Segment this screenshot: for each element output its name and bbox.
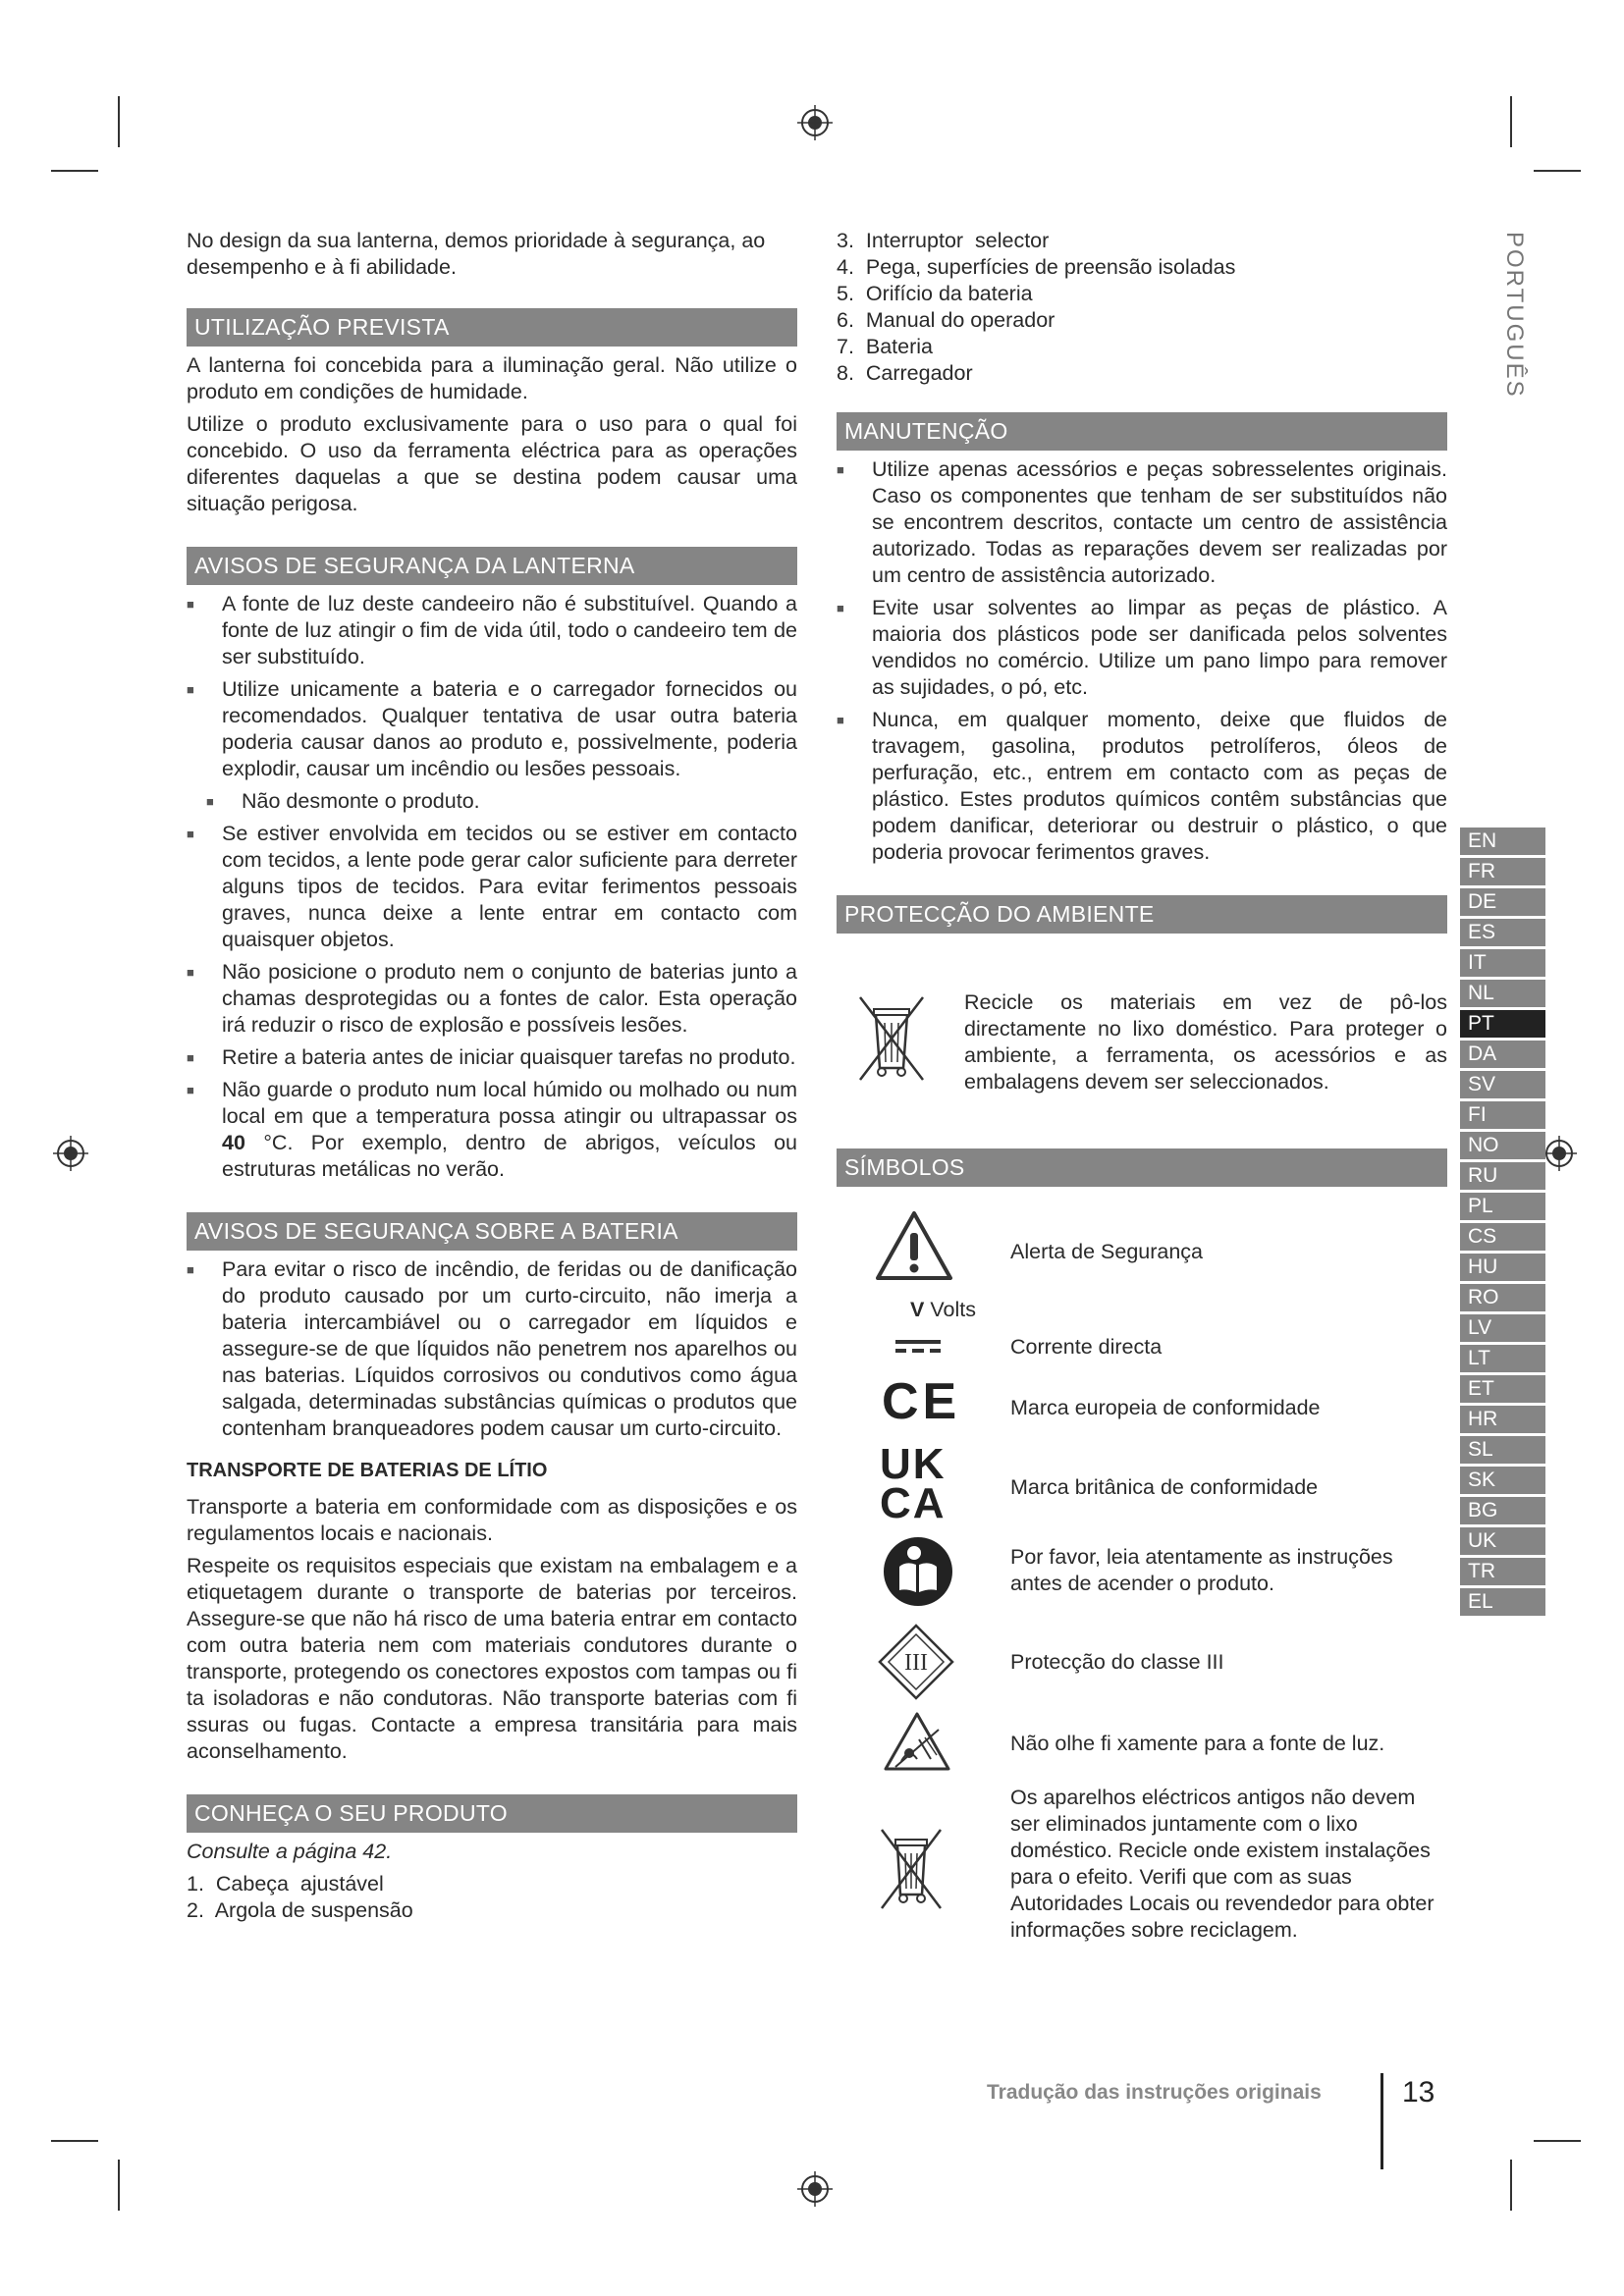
list-item: ■ Utilize unicamente a bateria e o carregador fornecidos ou recomendados. Qualquer tentativa de usar outra bateria poderia causar danos ao produto e, possivelmente, poderia explodir, causar um incêndio ou lesões pessoais. [187,676,797,782]
read-manual-label: Por favor, leia atentamente as instruções antes de acender o produto. [1010,1545,1393,1595]
transport-subheading: TRANSPORTE DE BATERIAS DE LÍTIO [187,1460,548,1481]
direct-current-label: Corrente directa [1010,1335,1163,1359]
ukca-mark-top: UK [880,1440,947,1488]
language-tab[interactable]: SL [1460,1436,1545,1464]
crop-mark [1510,96,1512,147]
direct-current-icon [893,1337,943,1357]
language-tab[interactable]: BG [1460,1497,1545,1524]
language-tab[interactable]: SK [1460,1467,1545,1494]
no-stare-label: Não olhe fi xamente para a fonte de luz. [1010,1732,1385,1755]
language-tab-active[interactable]: PT [1460,1010,1545,1038]
class-iii-icon [877,1623,955,1701]
transport-p1: Transporte a bateria em conformidade com as disposições e os regulamentos locais e nacionais. [187,1495,797,1545]
temperature-value: 40 [222,1131,245,1154]
list-item: ■ Evite usar solventes ao limpar as peças de plástico. A maioria dos plásticos pode ser danificada pelos solventes vendidos no comércio. Utilize um pano limpo para remover as sujidades, o pó, etc. [837,595,1447,701]
crop-mark [118,2160,120,2211]
weee-bin-icon [874,1824,948,1912]
crossed-bin-icon [852,991,931,1085]
ce-mark-label: Marca europeia de conformidade [1010,1396,1321,1419]
list-item: 8. Carregador [837,361,973,385]
volts-row [910,1298,976,1322]
list-item: 7. Bateria [837,335,933,358]
list-item [187,1077,797,1183]
section-header-know-product: CONHEÇA O SEU PRODUTO [187,1794,797,1833]
parts-list-right [837,228,1447,387]
language-tab[interactable]: LT [1460,1345,1545,1372]
language-tab[interactable]: LV [1460,1314,1545,1342]
right-column [837,228,1447,939]
lantern-safety-list [187,591,797,1183]
list-item: 1. Cabeça ajustável [187,1872,384,1896]
language-tab[interactable]: ET [1460,1375,1545,1403]
list-item: ■ Não posicione o produto nem o conjunto de baterias junto a chamas desprotegidas ou a fontes de calor. Esta operação irá reduzir o risco de explosão e possíveis lesões. [187,959,797,1039]
volts-symbol: V [910,1298,925,1321]
section-header-maintenance: MANUTENÇÃO [837,412,1447,451]
no-stare-icon [882,1710,952,1775]
side-language-label: PORTUGUÊS [1501,232,1528,399]
list-item [837,707,1447,866]
intended-use-p1: A lanterna foi concebida para a iluminação geral. Não utilize o produto em condições de humidade. [187,353,797,403]
crop-mark [51,2140,98,2142]
language-tab[interactable]: SV [1460,1071,1545,1098]
maintenance-text: Nunca, em qualquer momento, deixe que fluidos de travagem, gasolina, produtos petrolíferos, óleos de perfuração, etc., entrem em contacto com as peças de plástico. Estes produtos químicos contêm substâncias que podem danificar, deteriorar ou destruir o plástico, o [872,708,1447,837]
list-item: 4. Pega, superfícies de preensão isoladas [837,255,1236,279]
environment-text: Recicle os materiais em vez de pô-los directamente no lixo doméstico. Para proteger o ambiente, a ferramenta, os acessórios e as embalagens devem ser seleccionados. [964,990,1447,1094]
storage-warning-text: Não guarde o produto num local húmido ou molhado ou num local em que a temperatura possa atingir ou ultrapassar os [222,1078,797,1128]
consult-page: Consulte a página 42. [187,1840,393,1863]
registration-mark-icon [1540,1134,1579,1173]
ce-mark-icon: CE [882,1373,961,1430]
crop-mark [118,96,120,147]
list-item: ■ Retire a bateria antes de iniciar quaisquer tarefas no produto. [187,1044,797,1071]
language-tab[interactable]: UK [1460,1527,1545,1555]
list-item: 3. Interruptor selector [837,229,1050,252]
language-tab[interactable]: FR [1460,858,1545,885]
language-tab[interactable]: CS [1460,1223,1545,1251]
list-item: ■ Se estiver envolvida em tecidos ou se estiver em contacto com tecidos, a lente pode gerar calor suficiente para derreter alguns tipos de tecidos. Para evitar ferimentos pessoais graves, nunca deixe a lente entrar em contacto com quaisquer objetos. [187,821,797,953]
parts-list-left [187,1871,797,1924]
weee-label: Os aparelhos eléctricos antigos não devem ser eliminados juntamente com o lixo doméstico. Recicle onde existem instalações para o efeito. Verifi que com as suas Autoridades Locais ou revendedor para obter informações sobre reciclagem. [1010,1786,1435,1942]
language-tab[interactable]: DA [1460,1041,1545,1068]
intro-text: No design da sua lanterna, demos prioridade à segurança, ao desempenho e à fi abilidade. [187,229,766,279]
language-tab[interactable]: NO [1460,1132,1545,1159]
class-iii-label: Protecção do classe III [1010,1650,1224,1674]
warning-triangle-icon [874,1209,954,1283]
maintenance-text-end: que poderia provocar ferimentos graves. [872,814,1447,864]
language-tab[interactable]: TR [1460,1558,1545,1585]
storage-warning-text-end: °C. Por exemplo, dentro de abrigos, veículos ou estruturas metálicas no verão. [222,1131,797,1181]
list-item: 6. Manual do operador [837,308,1056,332]
volts-label: Volts [930,1298,976,1321]
section-header-symbols: SÍMBOLOS [837,1148,1447,1187]
footer-label: Tradução das instruções originais [987,2081,1322,2104]
language-tab[interactable]: RU [1460,1162,1545,1190]
section-header-intended-use: UTILIZAÇÃO PREVISTA [187,308,797,347]
list-item: ■ Não desmonte o produto. [187,788,797,815]
section-header-lantern-safety: AVISOS DE SEGURANÇA DA LANTERNA [187,547,797,585]
language-tab[interactable]: NL [1460,980,1545,1007]
read-manual-icon [882,1535,954,1608]
registration-mark-icon [795,103,835,142]
registration-mark-icon [51,1134,90,1173]
language-tab[interactable]: EL [1460,1588,1545,1616]
list-item: 2. Argola de suspensão [187,1898,413,1922]
language-tab[interactable]: HR [1460,1406,1545,1433]
language-tab[interactable]: RO [1460,1284,1545,1311]
language-tab[interactable]: IT [1460,949,1545,977]
language-tab[interactable]: FI [1460,1101,1545,1129]
ukca-mark-bottom: CA [880,1479,947,1527]
language-tab[interactable]: DE [1460,888,1545,916]
list-item: ■ A fonte de luz deste candeeiro não é substituível. Quando a fonte de luz atingir o fim de vida útil, todo o candeeiro tem de ser substituído. [187,591,797,670]
battery-safety-list [187,1256,797,1442]
safety-alert-label: Alerta de Segurança [1010,1240,1204,1263]
section-header-environment: PROTECÇÃO DO AMBIENTE [837,895,1447,934]
crop-mark [51,170,98,172]
crop-mark [1534,170,1581,172]
language-tab[interactable]: PL [1460,1193,1545,1220]
page-number: 13 [1402,2076,1435,2109]
language-tab[interactable]: EN [1460,828,1545,855]
crop-mark [1534,2140,1581,2142]
ukca-mark-label: Marca britânica de conformidade [1010,1475,1319,1499]
list-item: 5. Orifício da bateria [837,282,1033,305]
registration-mark-icon [795,2169,835,2209]
class-iii-glyph: III [904,1650,928,1676]
transport-p2: Respeite os requisitos especiais que existam na embalagem e a etiquetagem durante o transporte de baterias por terceiros. Assegure-se que não há risco de uma bateria entrar em contacto com outra bateria nem com materiais condutores durante o transporte, protegendo os conectores expostos com tampas ou fi ta isoladoras e não condutoras. Não transporte baterias com fi ssuras ou fugas. Contacte a empresa transitária para mais aconselhamento. [187,1554,797,1763]
maintenance-list [837,456,1447,866]
section-header-battery-safety: AVISOS DE SEGURANÇA SOBRE A BATERIA [187,1212,797,1251]
list-item: ■ Utilize apenas acessórios e peças sobresselentes originais. Caso os componentes que tenham de ser substituídos não se encontrem descritos, contacte um centro de assistência autorizado. Todas as reparações devem ser realizadas por um centro de assistência autorizado. [837,456,1447,589]
language-tab[interactable]: HU [1460,1254,1545,1281]
language-tab[interactable]: ES [1460,919,1545,946]
intended-use-p2: Utilize o produto exclusivamente para o uso para o qual foi concebido. O uso da ferramenta eléctrica para as operações diferentes daquelas a que se destina podem causar uma situação perigosa. [187,412,797,515]
crop-mark [1510,2160,1512,2211]
list-item: ■ Para evitar o risco de incêndio, de feridas ou de danificação do produto causado por um curto-circuito, não imerja a bateria intercambiável ou o carregador em líquidos e assegure-se de que líquidos não penetrem nos aparelhos ou nas baterias. Líquidos corrosivos ou condutivos como água salgada, determinadas substâncias químicas o produtos que contenham branqueadores podem causar um curto-circuito. [187,1256,797,1442]
footer-divider [1380,2073,1383,2169]
ukca-mark-icon [880,1440,947,1527]
left-column [187,228,797,1924]
